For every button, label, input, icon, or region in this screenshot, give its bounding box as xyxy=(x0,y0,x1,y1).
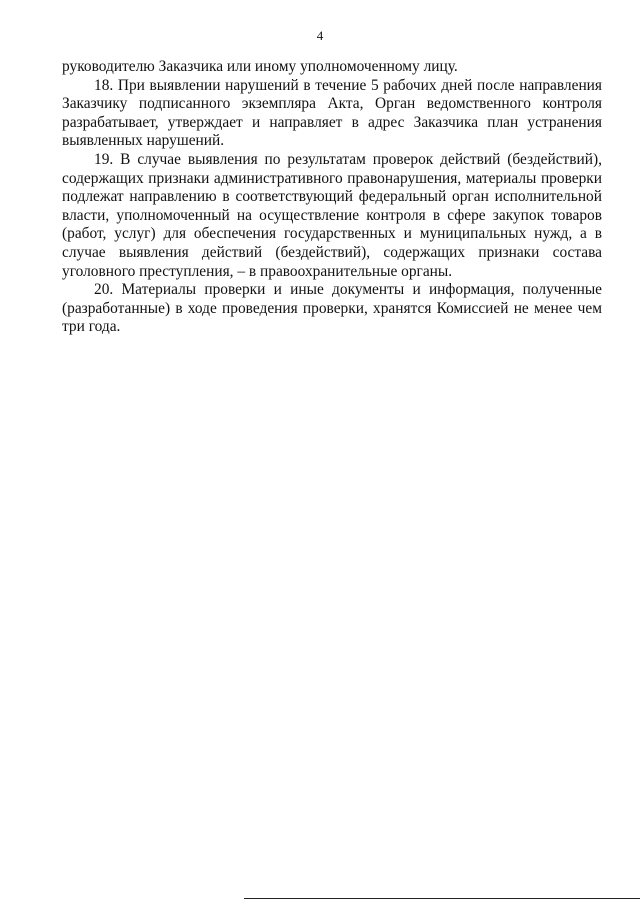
paragraph-continuation: руководителю Заказчика или иному уполномоченному лицу. xyxy=(62,58,458,75)
paragraph-19: 19. В случае выявления по результатам проверок действий (бездействий), содержащих признаки административного правонарушения, материалы проверки подлежат направлению в соответствующий федеральный орган исполнительной власти, уполномоченный на осуществление контроля в сфере закупок товаров (работ, услуг) для обеспечения государственных и муниципальных нужд, а в случае выявления действий (бездействий), содержащих признаки состава уголовного преступления, – в правоохранительные органы. xyxy=(62,150,602,280)
scan-edge-line xyxy=(244,898,640,899)
page-number: 4 xyxy=(316,28,324,43)
paragraph-20: 20. Материалы проверки и иные документы и информация, полученные (разработанные) в ходе проведения проверки, хранятся Комиссией не менее чем три года. xyxy=(62,281,602,336)
document-body xyxy=(62,58,602,337)
paragraph-18: 18. При выявлении нарушений в течение 5 рабочих дней после направления Заказчику подписанного экземпляра Акта, Орган ведомственного контроля разрабатывает, утверждает и направляет в адрес Заказчика план устранения выявленных нарушений. xyxy=(62,76,602,150)
